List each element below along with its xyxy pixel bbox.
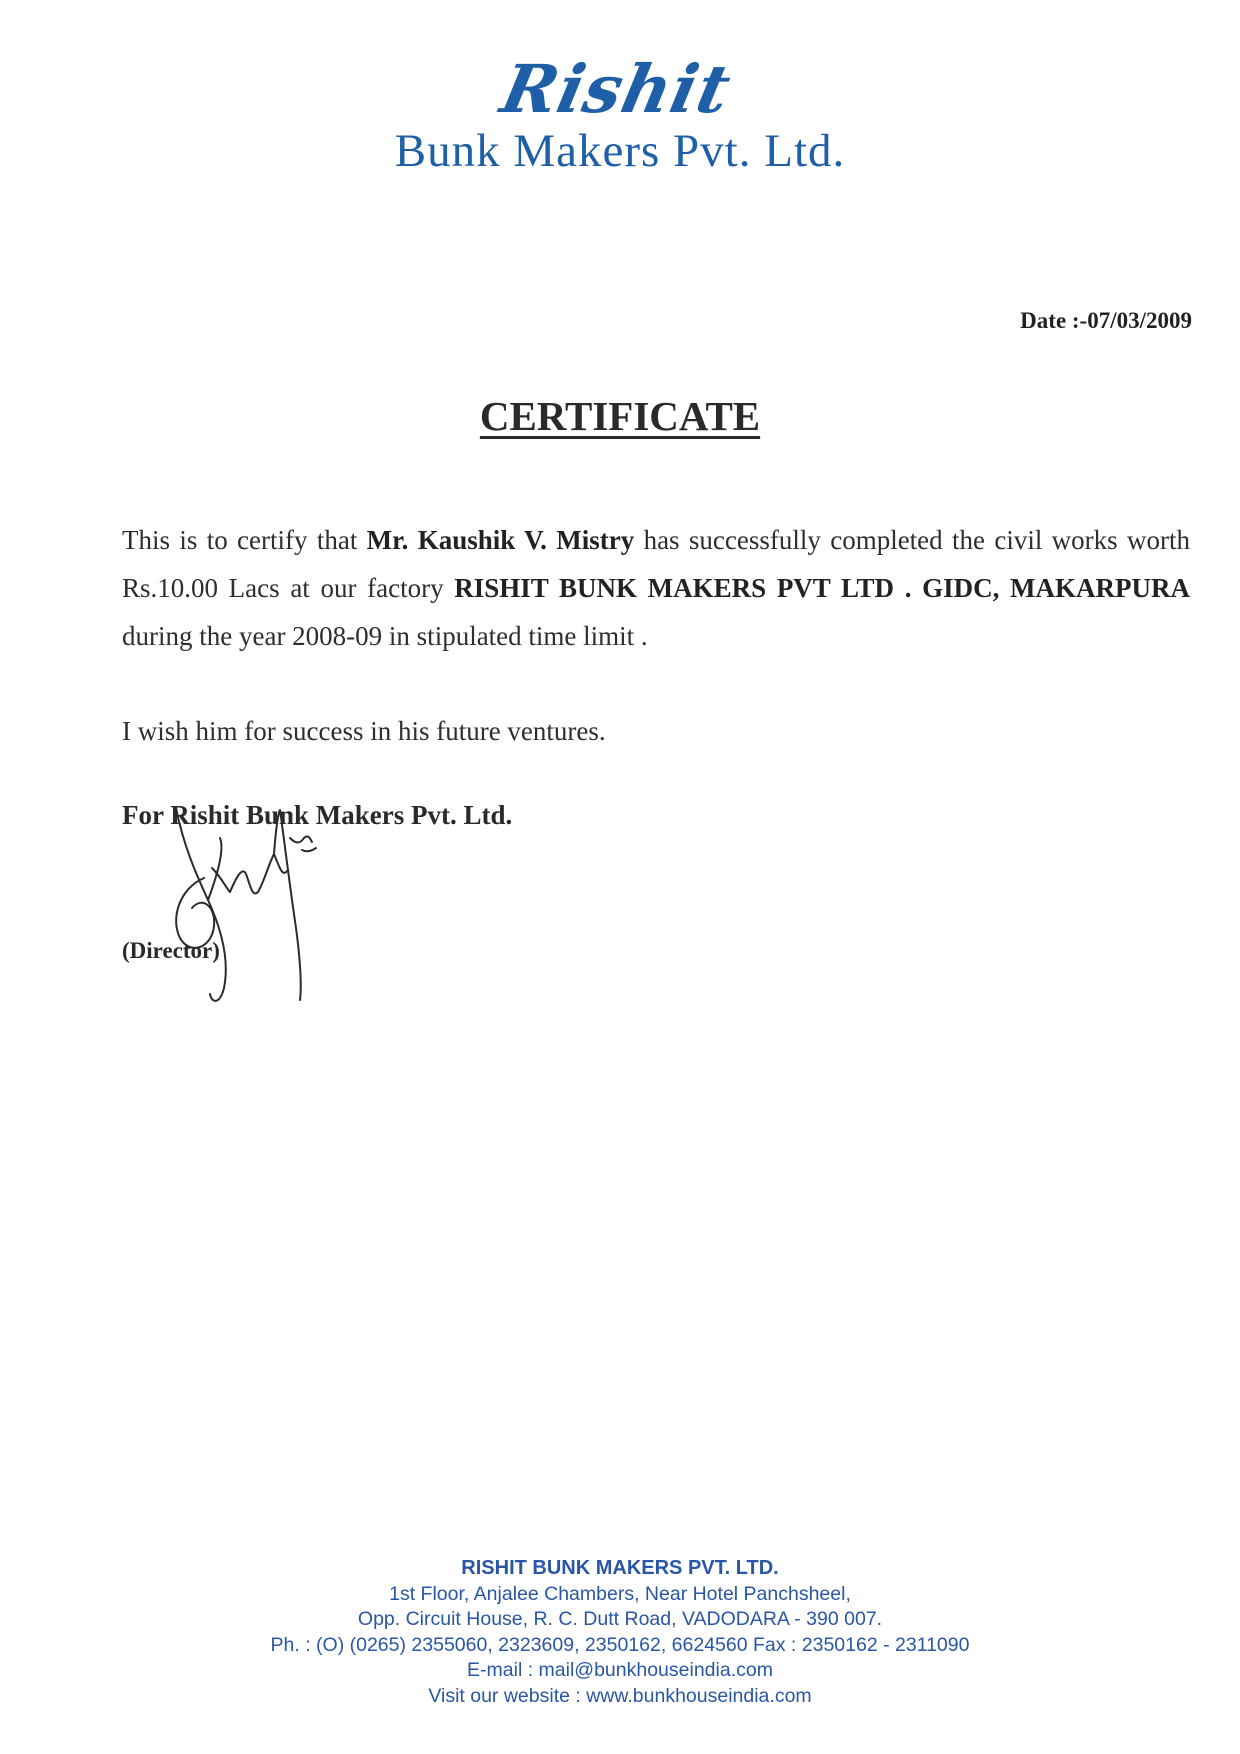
letterhead-footer [0,1556,1240,1709]
signoff-company-line: For Rishit Bunk Makers Pvt. Ltd. [122,800,513,830]
footer-phone-fax: Ph. : (O) (0265) 2355060, 2323609, 2350162, 6624560 Fax : 2350162 - 2311090 [270,1633,970,1656]
footer-company-name: RISHIT BUNK MAKERS PVT. LTD. [461,1557,779,1579]
body-text-part1: This is to certify that [122,525,367,555]
handwritten-signature [150,808,380,1008]
footer-address-line-1: 1st Floor, Anjalee Chambers, Near Hotel Panchsheel, [389,1582,851,1605]
footer-email: E-mail : mail@bunkhouseindia.com [467,1659,773,1681]
footer-address-line-2: Opp. Circuit House, R. C. Dutt Road, VADODARA - 390 007. [357,1608,883,1630]
body-text-part2: has successfully completed the civil works worth Rs.10.00 Lacs at our factory [122,525,1190,603]
signatory-designation: (Director) [122,938,220,963]
company-name-heading: Bunk Makers Pvt. Ltd. [394,125,846,177]
certificate-body-paragraph [122,516,1190,660]
body-text-part3: during the year 2008-09 in stipulated time limit . [122,621,648,651]
certificate-title: CERTIFICATE [479,393,761,439]
logo-script-wordmark: Rishit [494,50,738,128]
factory-name: RISHIT BUNK MAKERS PVT LTD . GIDC, MAKARPURA [454,573,1190,603]
footer-website: Visit our website : www.bunkhouseindia.com [428,1684,812,1707]
closing-wish-paragraph: I wish him for success in his future ventures. [122,716,606,746]
company-logo [0,50,1240,177]
document-date: Date :-07/03/2009 [1020,308,1192,333]
recipient-name: Mr. Kaushik V. Mistry [366,525,635,555]
